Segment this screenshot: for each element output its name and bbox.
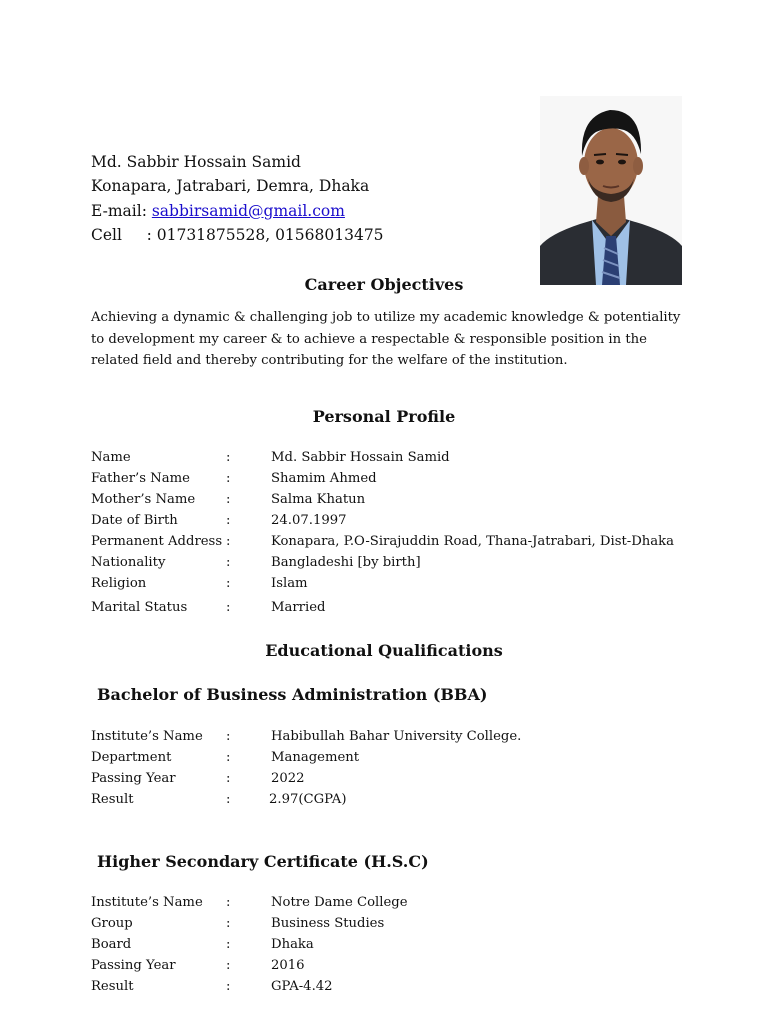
bba-heading: Bachelor of Business Administration (BBA) [97, 685, 488, 704]
row-label: Marital Status [91, 600, 188, 615]
row-colon: : [226, 937, 231, 952]
row-label: Passing Year [91, 958, 176, 973]
row-colon: : [226, 555, 231, 570]
row-label: Name [91, 450, 131, 465]
applicant-name: Md. Sabbir Hossain Samid [91, 153, 301, 171]
row-value: Management [271, 750, 360, 765]
row-value: 2.97(CGPA) [269, 792, 347, 807]
row-colon: : [226, 916, 231, 931]
row-value: Business Studies [271, 916, 385, 931]
row-value: 2022 [271, 771, 305, 786]
row-label: Result [91, 792, 134, 807]
row-label: Permanent Address [91, 534, 223, 549]
row-colon: : [226, 729, 231, 744]
career-objectives-text: Achieving a dynamic & challenging job to utilize my academic knowledge & potentiality to development my career & to achieve a respectable & responsible position in the related field and thereby contributing for the welfare of the institution. [91, 310, 681, 368]
row-label: Result [91, 979, 134, 994]
row-value: Dhaka [271, 937, 314, 952]
profile-photo [540, 96, 682, 285]
row-value: 24.07.1997 [271, 513, 347, 528]
row-label: Board [91, 937, 132, 952]
row-value: GPA-4.42 [271, 979, 333, 994]
row-value: Konapara, P.O-Sirajuddin Road, Thana-Jatrabari, Dist-Dhaka [271, 534, 675, 549]
row-colon: : [226, 895, 231, 910]
row-label: Institute’s Name [91, 895, 203, 910]
row-value: Notre Dame College [271, 895, 408, 910]
cell-line [91, 223, 384, 247]
email-line [91, 199, 384, 223]
personal-profile-heading: Personal Profile [312, 407, 456, 426]
row-label: Father’s Name [91, 471, 190, 486]
row-label: Mother’s Name [91, 492, 196, 507]
row-colon: : [226, 492, 231, 507]
row-colon: : [226, 534, 231, 549]
row-label: Nationality [91, 555, 166, 570]
row-colon: : [226, 771, 231, 786]
applicant-address: Konapara, Jatrabari, Demra, Dhaka [91, 177, 370, 196]
row-value: Married [271, 600, 326, 615]
row-value: Md. Sabbir Hossain Samid [271, 450, 450, 465]
row-colon: : [226, 958, 231, 973]
row-label: Department [91, 750, 172, 765]
row-label: Date of Birth [91, 513, 178, 528]
row-value: Bangladeshi [by birth] [271, 555, 421, 570]
contact-block [91, 150, 384, 247]
row-colon: : [226, 513, 231, 528]
row-colon: : [226, 576, 231, 591]
career-objectives-heading: Career Objectives [304, 275, 464, 294]
row-label: Passing Year [91, 771, 176, 786]
row-value: Islam [271, 576, 308, 591]
row-colon: : [226, 750, 231, 765]
hsc-heading: Higher Secondary Certificate (H.S.C) [97, 852, 429, 871]
row-label: Religion [91, 576, 147, 591]
row-value: Habibullah Bahar University College. [271, 729, 522, 744]
email-link[interactable]: sabbirsamid@gmail.com [151, 201, 345, 220]
row-value: 2016 [271, 958, 305, 973]
cell-label: Cell : [91, 225, 157, 244]
cell-numbers: 01731875528, 01568013475 [156, 225, 384, 244]
email-label: E-mail: [91, 201, 152, 220]
row-value: Shamim Ahmed [271, 471, 377, 486]
row-colon: : [226, 471, 231, 486]
row-colon: : [226, 979, 231, 994]
row-colon: : [226, 792, 231, 807]
row-label: Institute’s Name [91, 729, 203, 744]
row-label: Group [91, 916, 133, 931]
row-colon: : [226, 600, 231, 615]
row-colon: : [226, 450, 231, 465]
row-value: Salma Khatun [271, 492, 366, 507]
education-heading: Educational Qualifications [265, 641, 503, 660]
